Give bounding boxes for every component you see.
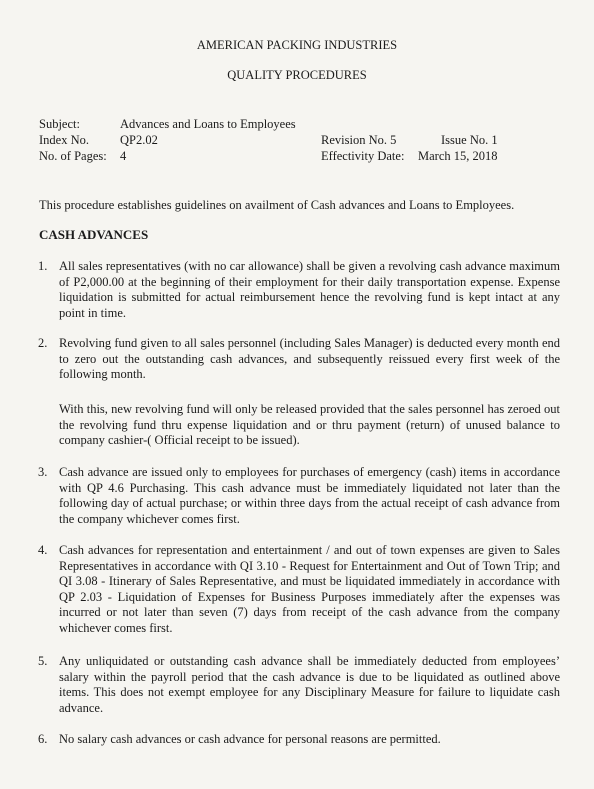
list-item-5 (38, 654, 560, 718)
item-number: 2. (38, 336, 48, 350)
list-item-6 (38, 732, 560, 750)
list-item-1 (38, 259, 560, 323)
company-name: AMERICAN PACKING INDUSTRIES (196, 38, 398, 52)
issue-number: Issue No. 1 (441, 133, 498, 147)
item-text: Any unliquidated or outstanding cash advance shall be immediately deducted from employees’ salary within the payroll period that the cash advance is due to be liquidated as outlined above items. This does not exempt employee for any Disciplinary Measure for failure to liquidate cash advance. (59, 654, 560, 715)
revision-number: Revision No. 5 (321, 133, 397, 147)
list-item-2 (38, 336, 560, 384)
subject-value: Advances and Loans to Employees (120, 117, 296, 131)
pages-label: No. of Pages: (39, 149, 107, 163)
list-item-3 (38, 465, 560, 529)
pages-value: 4 (120, 149, 127, 163)
item-text: Cash advance are issued only to employees for purchases of emergency (cash) items in accordance with QP 4.6 Purchasing. This cash advance must be immediately liquidated not later than the following day of actual purchase; or within three days from the actual receipt of cash advance from the company whichever comes first. (59, 465, 560, 526)
effectivity-label: Effectivity Date: (321, 149, 405, 163)
item-text: Cash advances for representation and entertainment / and out of town expenses are given to Sales Representatives in accordance with QI 3.10 - Request for Entertainment and Out of Town Trip; and QI 3.08 - Itinerary of Sales Representative, and must be liquidated immediately in accordance with QP 2.03 - Liquidation of Expenses for Business Purposes immediately after the expenses was incurred or not later than seven (7) days from receipt of the cash advance from the company whichever comes first. (59, 543, 560, 635)
item-number: 5. (38, 654, 48, 668)
item-text: All sales representatives (with no car allowance) shall be given a revolving cash advance maximum of P2,000.00 at the beginning of their employment for their daily transportation expense. Expense liquidation is submitted for actual reimbursement hence the revolving fund is kept intact at any point in time. (59, 259, 560, 320)
document-type: QUALITY PROCEDURES (227, 68, 367, 82)
item-number: 1. (38, 259, 48, 273)
item-text: Revolving fund given to all sales personnel (including Sales Manager) is deducted every month end to zero out the outstanding cash advances, and subsequently reissued every first week of the following month. (59, 336, 560, 382)
item-number: 6. (38, 732, 48, 746)
item-text: With this, new revolving fund will only be released provided that the sales personnel has zeroed out the revolving fund thru expense liquidation and or thru payment (return) of unused balance to company cashier-( Official receipt to be issued). (59, 402, 560, 448)
index-value: QP2.02 (120, 133, 158, 147)
item-number: 3. (38, 465, 48, 479)
list-item-4 (38, 543, 560, 639)
section-title: CASH ADVANCES (39, 227, 149, 242)
index-label: Index No. (39, 133, 89, 147)
subject-label: Subject: (39, 117, 80, 131)
item-number: 4. (38, 543, 48, 557)
item-text: No salary cash advances or cash advance for personal reasons are permitted. (59, 732, 441, 746)
intro-paragraph: This procedure establishes guidelines on availment of Cash advances and Loans to Employees. (39, 198, 515, 212)
list-item-2-continuation (38, 402, 560, 450)
effectivity-date: March 15, 2018 (418, 149, 498, 163)
